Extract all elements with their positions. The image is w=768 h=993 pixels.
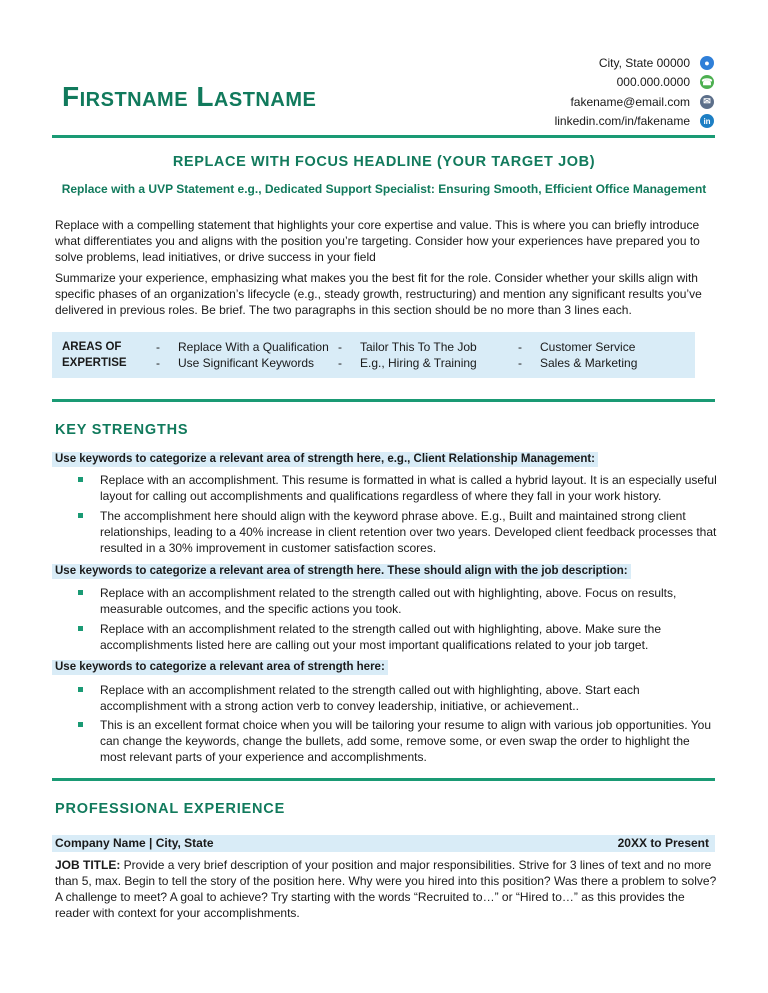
contact-phone — [454, 73, 714, 93]
contact-linkedin-text[interactable]: linkedin.com/in/fakename — [554, 114, 690, 129]
bullet-square-icon — [78, 722, 83, 727]
expertise-column-1 — [156, 340, 329, 371]
email-icon: ✉ — [700, 95, 714, 109]
location-pin-icon: ● — [700, 56, 714, 70]
expertise-label-line1: AREAS OF — [62, 341, 122, 353]
strength-bullet: Replace with an accomplishment related to the strength called out with highlighting, above. Start each accomplishment with a strong action verb to convey leadership, initiative, or achievement.. — [78, 682, 718, 714]
section-title-professional-experience: PROFESSIONAL EXPERIENCE — [55, 801, 286, 817]
strength-bullet: Replace with an accomplishment related to the strength called out with highlighting, above. Make sure the accomplishments listed here are calling out your most important qualifications related to your job target. — [78, 621, 718, 653]
contact-block — [454, 53, 714, 131]
employment-dates: 20XX to Present — [617, 836, 709, 850]
summary-paragraph-1: Replace with a compelling statement that highlights your core expertise and value. This is where you can briefly introduce what differentiates you and aligns with the position you’re targeting. Consider how your experiences have prepared you to solve problems, lead initiatives, or drive success in your field — [55, 218, 700, 264]
contact-linkedin — [454, 112, 714, 132]
linkedin-icon: in — [700, 114, 714, 128]
expertise-label-line2: EXPERTISE — [62, 356, 127, 369]
job-description — [55, 857, 717, 921]
divider-experience — [52, 778, 715, 781]
section-title-key-strengths: KEY STRENGTHS — [55, 422, 189, 438]
contact-location-text: City, State 00000 — [598, 55, 690, 70]
bullet-square-icon — [78, 626, 83, 631]
divider-top — [52, 135, 715, 138]
bullet-square-icon — [78, 477, 83, 482]
focus-headline: REPLACE WITH FOCUS HEADLINE (YOUR TARGET JOB) — [172, 154, 596, 170]
company-name: Company Name | City, State — [55, 836, 214, 850]
expertise-label — [62, 340, 127, 371]
expertise-item: - E.g., Hiring & Training — [338, 355, 477, 370]
areas-of-expertise — [52, 332, 695, 378]
summary-paragraph-2: Summarize your experience, emphasizing what makes you the best fit for the role. Consider whether your skills align with specific phases of an organization’s lifecycle (e.g., steady growth, restructuring) and mention any significant results you’ve delivered in previous roles. Be brief. The two paragraphs in this section should be no more than 3 lines each. — [55, 271, 702, 317]
phone-icon: ☎ — [700, 75, 714, 89]
strength-bullet: The accomplishment here should align with the keyword phrase above. E.g., Built and maintained strong client relationships, leading to a 40% increase in client retention over two years. Developed client feedback processes that resulted in a 30% improvement in customer satisfaction scores. — [78, 508, 718, 556]
strength-category-3: Use keywords to categorize a relevant area of strength here: — [52, 660, 388, 675]
strength-category-2: Use keywords to categorize a relevant area of strength here. These should align with the job description: — [52, 564, 631, 579]
bullet-square-icon — [78, 687, 83, 692]
expertise-column-3 — [518, 340, 637, 371]
contact-phone-text: 000.000.0000 — [616, 75, 690, 90]
expertise-item: - Use Significant Keywords — [156, 355, 315, 370]
contact-location — [454, 53, 714, 73]
bullet-square-icon — [78, 513, 83, 518]
uvp-statement: Replace with a UVP Statement e.g., Dedicated Support Specialist: Ensuring Smooth, Efficient Office Management — [61, 182, 707, 196]
expertise-item: - Sales & Marketing — [518, 355, 638, 370]
job-description-text: Provide a very brief description of your position and major responsibilities. Strive for 3 lines of text and no more than 5, max. Begin to tell the story of the position here. Why were you hired into this position? Was there a problem to solve? A challenge to meet? A goal to achieve? Try starting with the words “Recruited to…” or “Hired to…” as this provides the reader with context for your accomplishments. — [55, 858, 717, 920]
expertise-column-2 — [338, 340, 477, 371]
expertise-item: - Tailor This To The Job — [338, 340, 477, 354]
expertise-item: - Replace With a Qualification — [156, 340, 329, 354]
strength-category-1: Use keywords to categorize a relevant area of strength here, e.g., Client Relationship Management: — [52, 452, 598, 467]
job-title-label: JOB TITLE: — [55, 858, 121, 872]
bullet-square-icon — [78, 590, 83, 595]
candidate-name: Firstname Lastname — [62, 81, 317, 112]
strength-bullet: This is an excellent format choice when you will be tailoring your resume to align with various job opportunities. You can change the keywords, change the bullets, add some, remove some, or even swap the order to highlight the most relevant parts of your experience and accomplishments. — [78, 717, 718, 765]
divider-strengths — [52, 399, 715, 402]
contact-email — [454, 92, 714, 112]
company-bar — [52, 835, 715, 852]
contact-email-text[interactable]: fakename@email.com — [570, 94, 690, 109]
expertise-item: - Customer Service — [518, 340, 636, 354]
strength-bullet: Replace with an accomplishment. This resume is formatted in what is called a hybrid layout. It is an especially useful layout for calling out accomplishments and qualifications regardless of where they fall in your work history. — [78, 472, 718, 504]
strength-bullet: Replace with an accomplishment related to the strength called out with highlighting, above. Focus on results, measurable outcomes, and the specific actions you took. — [78, 585, 718, 617]
